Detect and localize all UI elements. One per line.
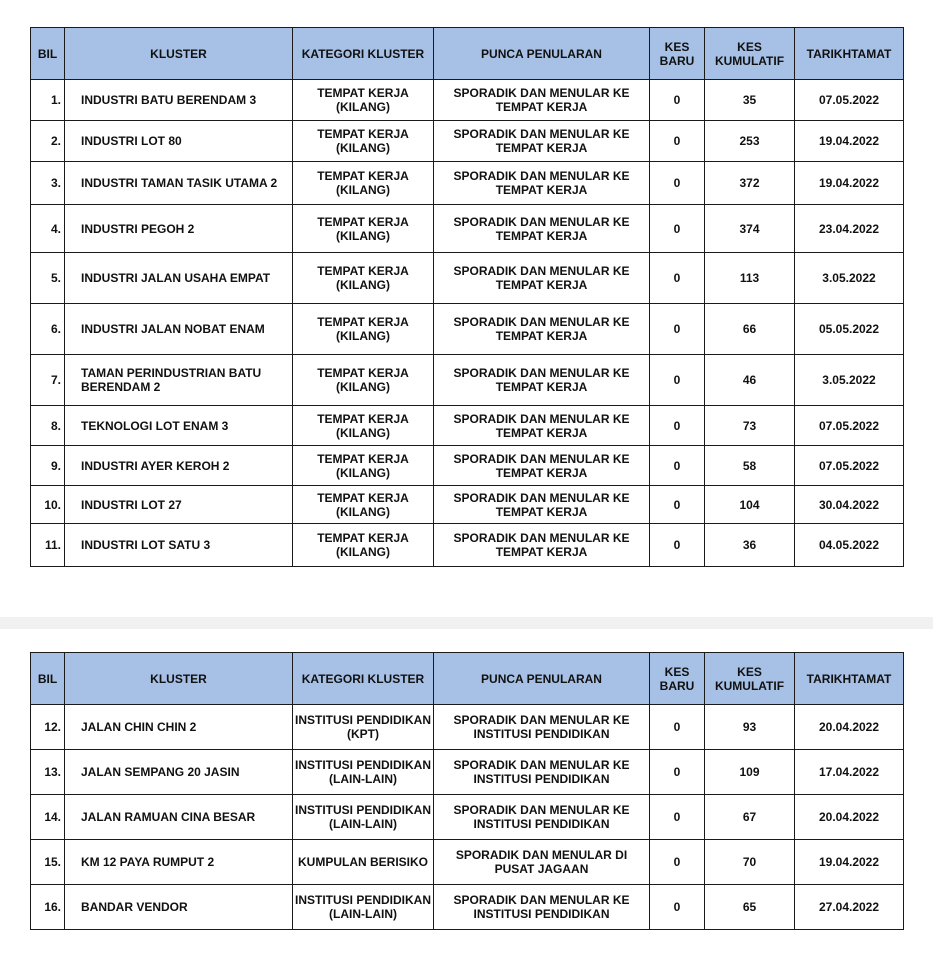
row-kes-baru: 0 (650, 80, 705, 121)
row-kes-kumulatif: 67 (705, 795, 795, 840)
row-tarikh-tamat: 20.04.2022 (795, 795, 904, 840)
row-kes-baru: 0 (650, 750, 705, 795)
row-bil: 15. (31, 840, 65, 885)
row-kes-kumulatif: 36 (705, 524, 795, 567)
row-punca: SPORADIK DAN MENULAR KE TEMPAT KERJA (434, 162, 650, 205)
row-bil: 2. (31, 121, 65, 162)
row-kategori: INSTITUSI PENDIDIKAN (LAIN-LAIN) (293, 885, 434, 930)
row-kategori: TEMPAT KERJA (KILANG) (293, 80, 434, 121)
row-kluster: INDUSTRI JALAN USAHA EMPAT (65, 253, 293, 304)
row-bil: 1. (31, 80, 65, 121)
table-header-row (31, 28, 904, 80)
row-punca: SPORADIK DAN MENULAR KE TEMPAT KERJA (434, 205, 650, 253)
row-kes-kumulatif: 35 (705, 80, 795, 121)
cluster-table-2 (30, 652, 904, 930)
row-kes-kumulatif: 374 (705, 205, 795, 253)
row-kluster: TEKNOLOGI LOT ENAM 3 (65, 406, 293, 446)
table-row (31, 80, 904, 121)
row-tarikh-tamat: 19.04.2022 (795, 162, 904, 205)
table-row (31, 121, 904, 162)
row-bil: 16. (31, 885, 65, 930)
row-bil: 12. (31, 705, 65, 750)
row-kategori: TEMPAT KERJA (KILANG) (293, 524, 434, 567)
row-kluster: JALAN CHIN CHIN 2 (65, 705, 293, 750)
header-punca: PUNCA PENULARAN (434, 28, 650, 80)
row-kluster: INDUSTRI AYER KEROH 2 (65, 446, 293, 486)
table-row (31, 253, 904, 304)
row-kes-baru: 0 (650, 885, 705, 930)
row-kategori: TEMPAT KERJA (KILANG) (293, 121, 434, 162)
row-punca: SPORADIK DAN MENULAR KE INSTITUSI PENDIDIKAN (434, 885, 650, 930)
header-kes-baru: KES BARU (650, 28, 705, 80)
table-row (31, 205, 904, 253)
table-body-1 (31, 80, 904, 567)
row-bil: 5. (31, 253, 65, 304)
row-kes-kumulatif: 65 (705, 885, 795, 930)
row-bil: 8. (31, 406, 65, 446)
row-kes-kumulatif: 104 (705, 486, 795, 524)
row-bil: 3. (31, 162, 65, 205)
row-kluster: INDUSTRI LOT SATU 3 (65, 524, 293, 567)
row-kes-kumulatif: 109 (705, 750, 795, 795)
row-tarikh-tamat: 04.05.2022 (795, 524, 904, 567)
header-kategori: KATEGORI KLUSTER (293, 653, 434, 705)
table-row (31, 355, 904, 406)
row-tarikh-tamat: 27.04.2022 (795, 885, 904, 930)
row-kategori: INSTITUSI PENDIDIKAN (LAIN-LAIN) (293, 795, 434, 840)
row-punca: SPORADIK DAN MENULAR KE INSTITUSI PENDIDIKAN (434, 795, 650, 840)
row-kluster: KM 12 PAYA RUMPUT 2 (65, 840, 293, 885)
row-tarikh-tamat: 20.04.2022 (795, 705, 904, 750)
row-kategori: TEMPAT KERJA (KILANG) (293, 253, 434, 304)
header-kes-baru: KES BARU (650, 653, 705, 705)
row-tarikh-tamat: 07.05.2022 (795, 406, 904, 446)
row-kes-baru: 0 (650, 121, 705, 162)
section-divider (0, 617, 933, 629)
row-bil: 6. (31, 304, 65, 355)
row-kes-kumulatif: 58 (705, 446, 795, 486)
row-punca: SPORADIK DAN MENULAR KE TEMPAT KERJA (434, 406, 650, 446)
row-kluster: TAMAN PERINDUSTRIAN BATU BERENDAM 2 (65, 355, 293, 406)
row-kes-kumulatif: 372 (705, 162, 795, 205)
row-punca: SPORADIK DAN MENULAR KE TEMPAT KERJA (434, 446, 650, 486)
row-kluster: JALAN RAMUAN CINA BESAR (65, 795, 293, 840)
row-kes-kumulatif: 70 (705, 840, 795, 885)
row-kes-baru: 0 (650, 524, 705, 567)
header-kluster: KLUSTER (65, 28, 293, 80)
row-tarikh-tamat: 3.05.2022 (795, 355, 904, 406)
header-kes-kumulatif: KES KUMULATIF (705, 653, 795, 705)
row-kluster: INDUSTRI LOT 27 (65, 486, 293, 524)
row-punca: SPORADIK DAN MENULAR KE TEMPAT KERJA (434, 355, 650, 406)
row-kategori: TEMPAT KERJA (KILANG) (293, 162, 434, 205)
row-punca: SPORADIK DAN MENULAR KE TEMPAT KERJA (434, 121, 650, 162)
row-kategori: TEMPAT KERJA (KILANG) (293, 446, 434, 486)
row-kes-baru: 0 (650, 446, 705, 486)
row-punca: SPORADIK DAN MENULAR KE TEMPAT KERJA (434, 253, 650, 304)
table-row (31, 795, 904, 840)
row-punca: SPORADIK DAN MENULAR KE TEMPAT KERJA (434, 304, 650, 355)
row-punca: SPORADIK DAN MENULAR KE INSTITUSI PENDIDIKAN (434, 705, 650, 750)
row-punca: SPORADIK DAN MENULAR KE TEMPAT KERJA (434, 486, 650, 524)
header-bil: BIL (31, 28, 65, 80)
row-kes-baru: 0 (650, 355, 705, 406)
row-tarikh-tamat: 30.04.2022 (795, 486, 904, 524)
row-tarikh-tamat: 07.05.2022 (795, 80, 904, 121)
row-tarikh-tamat: 17.04.2022 (795, 750, 904, 795)
row-punca: SPORADIK DAN MENULAR KE TEMPAT KERJA (434, 524, 650, 567)
header-bil: BIL (31, 653, 65, 705)
row-kes-baru: 0 (650, 205, 705, 253)
row-tarikh-tamat: 05.05.2022 (795, 304, 904, 355)
row-bil: 13. (31, 750, 65, 795)
row-bil: 9. (31, 446, 65, 486)
header-tarikh-tamat: TARIKHTAMAT (795, 28, 904, 80)
row-tarikh-tamat: 07.05.2022 (795, 446, 904, 486)
row-bil: 4. (31, 205, 65, 253)
row-kes-baru: 0 (650, 795, 705, 840)
header-tarikh-tamat: TARIKHTAMAT (795, 653, 904, 705)
row-bil: 7. (31, 355, 65, 406)
row-kes-kumulatif: 253 (705, 121, 795, 162)
table-row (31, 840, 904, 885)
table-row (31, 304, 904, 355)
row-kategori: TEMPAT KERJA (KILANG) (293, 304, 434, 355)
header-kategori: KATEGORI KLUSTER (293, 28, 434, 80)
row-kategori: TEMPAT KERJA (KILANG) (293, 205, 434, 253)
row-punca: SPORADIK DAN MENULAR KE TEMPAT KERJA (434, 80, 650, 121)
row-kluster: BANDAR VENDOR (65, 885, 293, 930)
row-tarikh-tamat: 19.04.2022 (795, 121, 904, 162)
row-kategori: INSTITUSI PENDIDIKAN (KPT) (293, 705, 434, 750)
row-kes-kumulatif: 113 (705, 253, 795, 304)
row-bil: 10. (31, 486, 65, 524)
row-punca: SPORADIK DAN MENULAR KE INSTITUSI PENDIDIKAN (434, 750, 650, 795)
row-punca: SPORADIK DAN MENULAR DI PUSAT JAGAAN (434, 840, 650, 885)
row-tarikh-tamat: 3.05.2022 (795, 253, 904, 304)
table-row (31, 486, 904, 524)
row-kategori: TEMPAT KERJA (KILANG) (293, 486, 434, 524)
row-kluster: INDUSTRI TAMAN TASIK UTAMA 2 (65, 162, 293, 205)
cluster-table-1 (30, 27, 904, 567)
row-kes-baru: 0 (650, 253, 705, 304)
row-tarikh-tamat: 19.04.2022 (795, 840, 904, 885)
row-kluster: JALAN SEMPANG 20 JASIN (65, 750, 293, 795)
table-row (31, 885, 904, 930)
table-row (31, 705, 904, 750)
row-kluster: INDUSTRI LOT 80 (65, 121, 293, 162)
row-kes-kumulatif: 73 (705, 406, 795, 446)
row-kategori: TEMPAT KERJA (KILANG) (293, 355, 434, 406)
row-kategori: INSTITUSI PENDIDIKAN (LAIN-LAIN) (293, 750, 434, 795)
table-row (31, 446, 904, 486)
row-kes-kumulatif: 93 (705, 705, 795, 750)
table-row (31, 406, 904, 446)
table-row (31, 750, 904, 795)
row-kategori: TEMPAT KERJA (KILANG) (293, 406, 434, 446)
row-kes-baru: 0 (650, 705, 705, 750)
table-body-2 (31, 705, 904, 930)
row-kes-kumulatif: 46 (705, 355, 795, 406)
row-bil: 14. (31, 795, 65, 840)
header-punca: PUNCA PENULARAN (434, 653, 650, 705)
row-kluster: INDUSTRI JALAN NOBAT ENAM (65, 304, 293, 355)
row-kluster: INDUSTRI BATU BERENDAM 3 (65, 80, 293, 121)
table-row (31, 162, 904, 205)
header-kes-kumulatif: KES KUMULATIF (705, 28, 795, 80)
table-header-row (31, 653, 904, 705)
row-kes-baru: 0 (650, 304, 705, 355)
table-row (31, 524, 904, 567)
row-kes-baru: 0 (650, 162, 705, 205)
row-kluster: INDUSTRI PEGOH 2 (65, 205, 293, 253)
row-kategori: KUMPULAN BERISIKO (293, 840, 434, 885)
row-kes-baru: 0 (650, 840, 705, 885)
row-bil: 11. (31, 524, 65, 567)
row-kes-baru: 0 (650, 486, 705, 524)
row-kes-baru: 0 (650, 406, 705, 446)
row-tarikh-tamat: 23.04.2022 (795, 205, 904, 253)
row-kes-kumulatif: 66 (705, 304, 795, 355)
header-kluster: KLUSTER (65, 653, 293, 705)
